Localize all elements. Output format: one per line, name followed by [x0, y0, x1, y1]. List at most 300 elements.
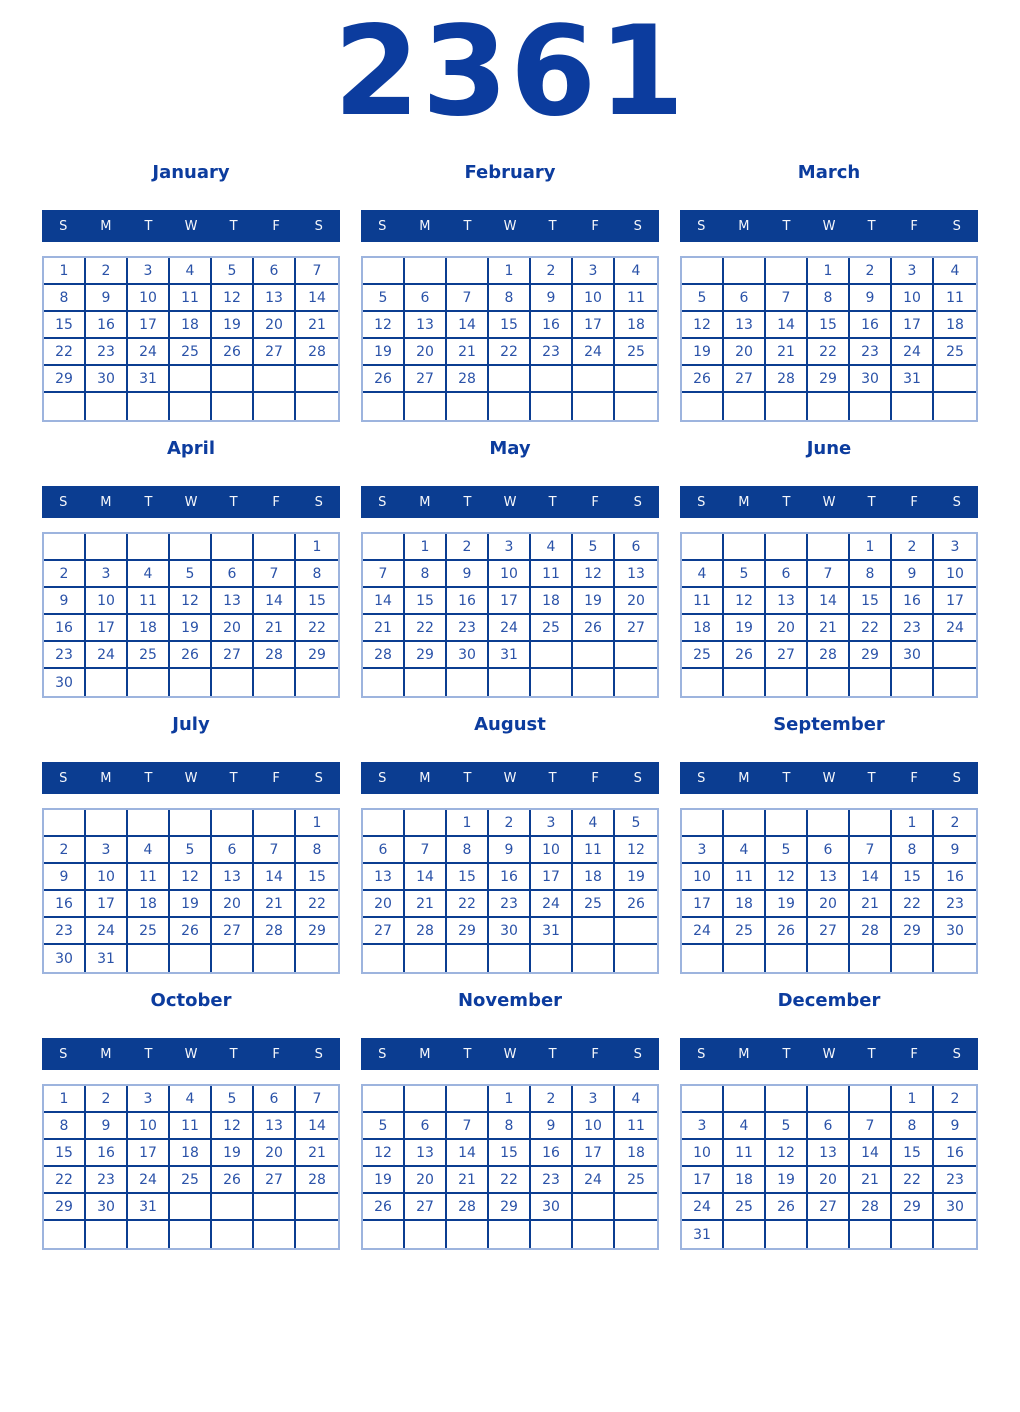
date-cell: 24: [86, 642, 128, 669]
dow-label: F: [591, 1046, 599, 1062]
date-cell: 21: [850, 1167, 892, 1194]
date-cell: 4: [724, 837, 766, 864]
date-cell: 18: [682, 615, 724, 642]
dow-label: T: [463, 494, 472, 510]
dow-header: [680, 210, 978, 242]
date-cell: 14: [808, 588, 850, 615]
date-cell: 13: [405, 1140, 447, 1167]
date-cell: 15: [44, 1140, 86, 1167]
date-cell: 31: [128, 366, 170, 393]
date-cell: 28: [447, 366, 489, 393]
date-cell: 1: [892, 810, 934, 837]
date-cell: 13: [254, 285, 296, 312]
date-cell: 6: [405, 1113, 447, 1140]
date-cell: [531, 945, 573, 972]
date-cell: [44, 534, 86, 561]
date-cell: [682, 1086, 724, 1113]
date-cell: [128, 810, 170, 837]
date-grid: [680, 256, 978, 422]
date-cell: 26: [212, 339, 254, 366]
dow-label: M: [738, 1046, 750, 1062]
date-cell: 20: [808, 1167, 850, 1194]
date-cell: 9: [86, 1113, 128, 1140]
date-cell: 3: [934, 534, 976, 561]
date-cell: 22: [808, 339, 850, 366]
date-cell: 21: [766, 339, 808, 366]
date-cell: [724, 945, 766, 972]
date-cell: 2: [489, 810, 531, 837]
date-cell: 16: [44, 615, 86, 642]
dow-label: W: [822, 494, 836, 510]
date-cell: [489, 393, 531, 420]
date-cell: 4: [682, 561, 724, 588]
date-cell: 2: [531, 1086, 573, 1113]
date-cell: 14: [254, 864, 296, 891]
date-cell: 27: [405, 1194, 447, 1221]
month-block: [42, 438, 340, 698]
date-cell: [615, 918, 657, 945]
date-cell: [170, 393, 212, 420]
month-block: [42, 714, 340, 974]
dow-label: S: [378, 1046, 387, 1062]
dow-header: [680, 486, 978, 518]
date-cell: 30: [447, 642, 489, 669]
date-cell: 26: [363, 1194, 405, 1221]
month-title: July: [172, 714, 210, 735]
date-cell: 24: [128, 1167, 170, 1194]
date-cell: 23: [934, 891, 976, 918]
date-cell: 19: [615, 864, 657, 891]
date-cell: 11: [128, 588, 170, 615]
date-cell: 7: [766, 285, 808, 312]
date-cell: 26: [724, 642, 766, 669]
date-cell: 29: [808, 366, 850, 393]
date-cell: 6: [254, 1086, 296, 1113]
dow-label: M: [419, 1046, 431, 1062]
date-cell: 5: [363, 1113, 405, 1140]
date-cell: 10: [573, 1113, 615, 1140]
date-cell: 24: [128, 339, 170, 366]
date-cell: 9: [44, 588, 86, 615]
dow-label: W: [503, 1046, 517, 1062]
date-cell: [934, 393, 976, 420]
date-cell: [808, 1086, 850, 1113]
date-cell: 2: [86, 1086, 128, 1113]
month-title: October: [150, 990, 232, 1011]
dow-label: S: [697, 494, 706, 510]
date-cell: 19: [363, 339, 405, 366]
date-cell: [808, 810, 850, 837]
date-cell: [934, 945, 976, 972]
dow-header: [680, 1038, 978, 1070]
date-cell: 28: [808, 642, 850, 669]
date-cell: 30: [892, 642, 934, 669]
date-cell: 5: [170, 837, 212, 864]
date-cell: 31: [682, 1221, 724, 1248]
date-cell: 1: [850, 534, 892, 561]
date-cell: 11: [724, 864, 766, 891]
dow-label: W: [184, 770, 198, 786]
dow-label: F: [272, 1046, 280, 1062]
date-cell: 17: [489, 588, 531, 615]
date-cell: 29: [447, 918, 489, 945]
date-cell: [212, 366, 254, 393]
date-cell: 5: [170, 561, 212, 588]
date-cell: [44, 810, 86, 837]
dow-label: T: [548, 218, 557, 234]
date-cell: 3: [573, 1086, 615, 1113]
date-cell: [531, 669, 573, 696]
date-cell: [170, 810, 212, 837]
dow-label: F: [272, 494, 280, 510]
date-cell: [363, 534, 405, 561]
date-cell: 18: [170, 312, 212, 339]
date-cell: [766, 945, 808, 972]
date-cell: [212, 810, 254, 837]
date-cell: 25: [724, 1194, 766, 1221]
date-cell: 12: [170, 588, 212, 615]
date-cell: 19: [724, 615, 766, 642]
date-cell: 24: [892, 339, 934, 366]
date-cell: 5: [573, 534, 615, 561]
date-cell: 14: [405, 864, 447, 891]
date-cell: 2: [934, 810, 976, 837]
dow-label: M: [100, 770, 112, 786]
dow-label: F: [591, 770, 599, 786]
date-cell: 6: [254, 258, 296, 285]
date-cell: 12: [573, 561, 615, 588]
date-cell: [573, 366, 615, 393]
date-cell: [808, 1221, 850, 1248]
date-cell: 9: [850, 285, 892, 312]
date-cell: 13: [212, 864, 254, 891]
date-cell: 10: [128, 1113, 170, 1140]
date-cell: [254, 810, 296, 837]
date-cell: 16: [447, 588, 489, 615]
date-cell: 23: [892, 615, 934, 642]
date-cell: 30: [44, 669, 86, 696]
dow-header: [361, 486, 659, 518]
date-cell: 8: [296, 561, 338, 588]
date-cell: 6: [405, 285, 447, 312]
date-cell: 16: [934, 864, 976, 891]
dow-label: F: [272, 770, 280, 786]
date-cell: 20: [254, 1140, 296, 1167]
date-cell: 12: [363, 312, 405, 339]
date-cell: [447, 945, 489, 972]
date-grid: [42, 808, 340, 974]
date-cell: [573, 1194, 615, 1221]
date-cell: 8: [296, 837, 338, 864]
date-cell: [615, 669, 657, 696]
dow-label: T: [867, 770, 876, 786]
date-cell: 24: [531, 891, 573, 918]
date-cell: 28: [296, 1167, 338, 1194]
date-cell: 29: [296, 918, 338, 945]
date-cell: 10: [934, 561, 976, 588]
date-cell: 28: [850, 1194, 892, 1221]
date-cell: 4: [170, 1086, 212, 1113]
date-cell: [170, 945, 212, 972]
date-cell: 1: [892, 1086, 934, 1113]
date-grid: [361, 808, 659, 974]
date-cell: [363, 258, 405, 285]
date-cell: 12: [615, 837, 657, 864]
date-cell: 30: [531, 1194, 573, 1221]
date-cell: [615, 945, 657, 972]
date-cell: 21: [447, 1167, 489, 1194]
date-cell: 14: [254, 588, 296, 615]
date-cell: 9: [531, 1113, 573, 1140]
date-cell: 11: [128, 864, 170, 891]
date-cell: [86, 810, 128, 837]
date-cell: 13: [724, 312, 766, 339]
date-cell: 16: [531, 312, 573, 339]
date-cell: 28: [766, 366, 808, 393]
date-cell: 17: [86, 891, 128, 918]
date-cell: 16: [531, 1140, 573, 1167]
date-cell: [296, 393, 338, 420]
dow-label: T: [867, 1046, 876, 1062]
date-cell: 29: [296, 642, 338, 669]
date-cell: [615, 366, 657, 393]
date-cell: 12: [766, 864, 808, 891]
date-cell: [405, 669, 447, 696]
date-cell: [296, 1194, 338, 1221]
dow-label: T: [144, 770, 153, 786]
date-cell: [892, 945, 934, 972]
date-cell: 23: [44, 918, 86, 945]
dow-label: M: [100, 1046, 112, 1062]
date-cell: 27: [254, 339, 296, 366]
month-block: [680, 990, 978, 1250]
date-cell: 28: [447, 1194, 489, 1221]
date-cell: 4: [170, 258, 212, 285]
date-cell: 24: [573, 1167, 615, 1194]
dow-label: S: [952, 1046, 961, 1062]
date-cell: 30: [850, 366, 892, 393]
date-cell: [724, 534, 766, 561]
date-cell: 2: [86, 258, 128, 285]
dow-label: T: [548, 494, 557, 510]
date-cell: [808, 393, 850, 420]
date-cell: [573, 945, 615, 972]
dow-label: M: [738, 770, 750, 786]
date-cell: 22: [44, 1167, 86, 1194]
date-cell: 24: [489, 615, 531, 642]
date-cell: 1: [808, 258, 850, 285]
date-cell: [573, 669, 615, 696]
date-cell: 2: [850, 258, 892, 285]
dow-label: S: [952, 218, 961, 234]
date-cell: 6: [212, 561, 254, 588]
date-cell: [489, 366, 531, 393]
date-cell: [615, 642, 657, 669]
month-title: September: [773, 714, 885, 735]
date-cell: [682, 810, 724, 837]
date-cell: 28: [850, 918, 892, 945]
dow-label: F: [591, 494, 599, 510]
date-cell: 8: [44, 285, 86, 312]
date-cell: 27: [212, 918, 254, 945]
date-cell: 14: [363, 588, 405, 615]
dow-label: S: [59, 1046, 68, 1062]
date-cell: [254, 366, 296, 393]
date-cell: [44, 393, 86, 420]
date-cell: 18: [615, 312, 657, 339]
date-cell: 4: [128, 561, 170, 588]
date-cell: 17: [682, 1167, 724, 1194]
dow-label: T: [867, 218, 876, 234]
date-cell: 6: [766, 561, 808, 588]
date-cell: 4: [531, 534, 573, 561]
dow-label: T: [229, 770, 238, 786]
month-block: [42, 162, 340, 422]
date-cell: 23: [86, 339, 128, 366]
date-cell: 24: [934, 615, 976, 642]
dow-label: T: [548, 770, 557, 786]
date-cell: 4: [573, 810, 615, 837]
date-cell: 5: [724, 561, 766, 588]
date-cell: [724, 669, 766, 696]
date-cell: [128, 669, 170, 696]
dow-label: F: [591, 218, 599, 234]
date-cell: 15: [296, 864, 338, 891]
month-block: [361, 990, 659, 1250]
dow-label: W: [503, 770, 517, 786]
date-cell: 4: [724, 1113, 766, 1140]
date-cell: 27: [724, 366, 766, 393]
date-cell: 23: [531, 339, 573, 366]
date-cell: 25: [170, 339, 212, 366]
dow-label: S: [697, 1046, 706, 1062]
date-cell: 28: [254, 642, 296, 669]
date-cell: 13: [254, 1113, 296, 1140]
month-block: [680, 714, 978, 974]
date-cell: [447, 1086, 489, 1113]
date-cell: [489, 669, 531, 696]
dow-label: S: [314, 770, 323, 786]
date-cell: [296, 669, 338, 696]
date-cell: 1: [296, 810, 338, 837]
date-cell: 17: [573, 1140, 615, 1167]
date-cell: 8: [44, 1113, 86, 1140]
dow-label: S: [697, 218, 706, 234]
dow-header: [42, 486, 340, 518]
date-cell: 6: [808, 837, 850, 864]
date-cell: 22: [296, 891, 338, 918]
date-cell: 18: [531, 588, 573, 615]
date-cell: 16: [86, 312, 128, 339]
date-cell: 22: [405, 615, 447, 642]
dow-label: T: [782, 218, 791, 234]
date-cell: 9: [531, 285, 573, 312]
date-cell: [850, 1086, 892, 1113]
date-cell: 30: [489, 918, 531, 945]
date-cell: 25: [170, 1167, 212, 1194]
date-cell: 18: [573, 864, 615, 891]
dow-label: S: [314, 494, 323, 510]
date-cell: 8: [405, 561, 447, 588]
month-block: [42, 990, 340, 1250]
date-cell: [86, 393, 128, 420]
date-cell: 18: [170, 1140, 212, 1167]
date-cell: 12: [724, 588, 766, 615]
dow-label: M: [100, 218, 112, 234]
date-cell: [128, 534, 170, 561]
date-cell: 11: [531, 561, 573, 588]
date-cell: 26: [766, 1194, 808, 1221]
date-cell: 7: [808, 561, 850, 588]
date-cell: 19: [766, 891, 808, 918]
date-cell: 5: [615, 810, 657, 837]
date-cell: 2: [934, 1086, 976, 1113]
date-cell: 9: [892, 561, 934, 588]
date-cell: [447, 258, 489, 285]
date-cell: 3: [682, 837, 724, 864]
date-cell: [724, 258, 766, 285]
month-block: [680, 162, 978, 422]
date-cell: [170, 366, 212, 393]
date-cell: [573, 393, 615, 420]
date-cell: 20: [363, 891, 405, 918]
date-cell: 3: [86, 837, 128, 864]
date-cell: 11: [573, 837, 615, 864]
date-cell: [766, 669, 808, 696]
date-cell: 13: [808, 1140, 850, 1167]
date-cell: 11: [615, 285, 657, 312]
date-cell: 7: [254, 837, 296, 864]
date-cell: 24: [682, 1194, 724, 1221]
date-cell: 17: [934, 588, 976, 615]
date-cell: 22: [489, 1167, 531, 1194]
date-cell: 29: [44, 366, 86, 393]
date-cell: 7: [363, 561, 405, 588]
date-cell: 30: [86, 1194, 128, 1221]
date-cell: 15: [447, 864, 489, 891]
date-cell: 9: [489, 837, 531, 864]
dow-label: T: [229, 494, 238, 510]
date-cell: 13: [363, 864, 405, 891]
date-cell: 28: [296, 339, 338, 366]
date-cell: 13: [615, 561, 657, 588]
date-cell: 15: [892, 1140, 934, 1167]
date-cell: 13: [808, 864, 850, 891]
dow-header: [361, 1038, 659, 1070]
date-cell: 6: [212, 837, 254, 864]
date-cell: 11: [170, 285, 212, 312]
dow-label: S: [59, 770, 68, 786]
dow-header: [42, 762, 340, 794]
date-cell: 30: [86, 366, 128, 393]
date-cell: [254, 1194, 296, 1221]
date-cell: 9: [934, 837, 976, 864]
date-cell: 11: [170, 1113, 212, 1140]
date-cell: [531, 366, 573, 393]
dow-label: T: [463, 770, 472, 786]
date-cell: 11: [682, 588, 724, 615]
date-cell: 4: [615, 258, 657, 285]
dow-label: S: [314, 218, 323, 234]
dow-label: T: [229, 218, 238, 234]
month-title: April: [166, 438, 216, 459]
date-cell: 6: [363, 837, 405, 864]
month-block: [680, 438, 978, 698]
dow-label: W: [184, 1046, 198, 1062]
date-cell: 5: [766, 1113, 808, 1140]
date-grid: [361, 1084, 659, 1250]
date-cell: 10: [86, 588, 128, 615]
